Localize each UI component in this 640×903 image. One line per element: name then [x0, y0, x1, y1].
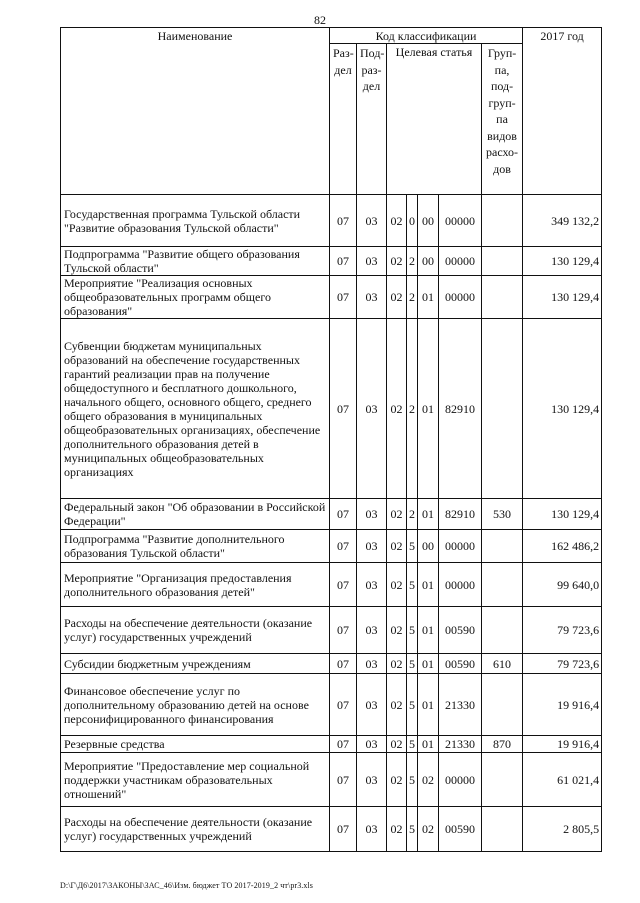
- row-name: Государственная программа Тульской области "Развитие образования Тульской области": [61, 195, 330, 247]
- row-subsection: 03: [357, 195, 387, 247]
- row-target-program: 02: [387, 607, 407, 654]
- row-amount: 162 486,2: [523, 530, 602, 563]
- row-target-subprogram: 2: [407, 276, 418, 319]
- row-expense-group: [482, 563, 523, 607]
- row-section: 07: [330, 674, 357, 736]
- row-target-event: 01: [418, 674, 439, 736]
- row-target-event: 00: [418, 195, 439, 247]
- row-target-program: 02: [387, 807, 407, 852]
- table-row: [61, 276, 602, 319]
- row-section: 07: [330, 530, 357, 563]
- row-target-subprogram: 0: [407, 195, 418, 247]
- row-target-program: 02: [387, 499, 407, 530]
- row-section: 07: [330, 247, 357, 276]
- row-target-direction: 00000: [439, 276, 482, 319]
- row-section: 07: [330, 195, 357, 247]
- header-name: Наименование: [61, 28, 330, 195]
- row-target-direction: 82910: [439, 319, 482, 499]
- row-subsection: 03: [357, 736, 387, 753]
- row-expense-group: [482, 319, 523, 499]
- header-section: Раз- дел: [330, 44, 357, 195]
- row-target-program: 02: [387, 195, 407, 247]
- row-amount: 19 916,4: [523, 674, 602, 736]
- row-name: Финансовое обеспечение услуг по дополнительному образованию детей на основе персонифицированного финансирования: [61, 674, 330, 736]
- row-amount: 2 805,5: [523, 807, 602, 852]
- table-row: [61, 247, 602, 276]
- table-row: [61, 319, 602, 499]
- row-target-subprogram: 5: [407, 674, 418, 736]
- row-target-subprogram: 2: [407, 247, 418, 276]
- row-amount: 19 916,4: [523, 736, 602, 753]
- row-name: Расходы на обеспечение деятельности (оказание услуг) государственных учреждений: [61, 607, 330, 654]
- row-section: 07: [330, 807, 357, 852]
- table-row: [61, 753, 602, 807]
- row-expense-group: [482, 674, 523, 736]
- row-target-program: 02: [387, 247, 407, 276]
- row-target-program: 02: [387, 753, 407, 807]
- row-expense-group: 610: [482, 654, 523, 674]
- row-target-event: 01: [418, 319, 439, 499]
- row-target-event: 01: [418, 607, 439, 654]
- row-expense-group: 530: [482, 499, 523, 530]
- table-row: [61, 563, 602, 607]
- row-target-subprogram: 5: [407, 607, 418, 654]
- row-target-program: 02: [387, 736, 407, 753]
- row-subsection: 03: [357, 807, 387, 852]
- row-expense-group: [482, 607, 523, 654]
- row-name: Подпрограмма "Развитие общего образования Тульской области": [61, 247, 330, 276]
- row-target-program: 02: [387, 319, 407, 499]
- row-target-direction: 00000: [439, 247, 482, 276]
- table-row: [61, 807, 602, 852]
- row-subsection: 03: [357, 276, 387, 319]
- row-target-direction: 00000: [439, 753, 482, 807]
- row-name: Мероприятие "Организация предоставления дополнительного образования детей": [61, 563, 330, 607]
- row-target-event: 01: [418, 563, 439, 607]
- row-amount: 130 129,4: [523, 247, 602, 276]
- row-target-program: 02: [387, 530, 407, 563]
- table-row: [61, 674, 602, 736]
- row-amount: 79 723,6: [523, 607, 602, 654]
- row-expense-group: [482, 807, 523, 852]
- row-subsection: 03: [357, 753, 387, 807]
- row-name: Резервные средства: [61, 736, 330, 753]
- table-row: [61, 607, 602, 654]
- row-target-subprogram: 5: [407, 563, 418, 607]
- row-target-event: 01: [418, 499, 439, 530]
- row-name: Субсидии бюджетным учреждениям: [61, 654, 330, 674]
- budget-table: [60, 27, 602, 852]
- header-year: 2017 год: [523, 28, 602, 195]
- row-subsection: 03: [357, 654, 387, 674]
- row-section: 07: [330, 563, 357, 607]
- row-expense-group: [482, 530, 523, 563]
- row-target-subprogram: 2: [407, 319, 418, 499]
- row-target-direction: 00590: [439, 807, 482, 852]
- row-target-subprogram: 5: [407, 654, 418, 674]
- row-name: Расходы на обеспечение деятельности (оказание услуг) государственных учреждений: [61, 807, 330, 852]
- row-target-subprogram: 5: [407, 736, 418, 753]
- row-target-direction: 21330: [439, 674, 482, 736]
- row-target-direction: 00590: [439, 654, 482, 674]
- row-target-event: 01: [418, 276, 439, 319]
- row-target-event: 02: [418, 753, 439, 807]
- row-target-direction: 82910: [439, 499, 482, 530]
- row-target-program: 02: [387, 674, 407, 736]
- row-target-subprogram: 5: [407, 807, 418, 852]
- row-subsection: 03: [357, 499, 387, 530]
- row-target-direction: 00000: [439, 195, 482, 247]
- header-expense-group: Груп- па, под- груп- па видов расхо- дов: [482, 44, 523, 195]
- row-name: Субвенции бюджетам муниципальных образований на обеспечение государственных гарантий реализации прав на получение общедоступного и бесплатного дошкольного, начального общего, основного общего, среднего общего образования в муниципальных общеобразовательных организациях, обеспечение дополнительного образования детей в муниципальных общеобразовательных организациях: [61, 319, 330, 499]
- row-target-direction: 00000: [439, 563, 482, 607]
- table-body: [61, 195, 602, 852]
- row-section: 07: [330, 276, 357, 319]
- header-classification-code: Код классификации: [330, 28, 523, 44]
- row-target-program: 02: [387, 276, 407, 319]
- row-amount: 349 132,2: [523, 195, 602, 247]
- row-target-program: 02: [387, 654, 407, 674]
- row-target-event: 01: [418, 736, 439, 753]
- page-number: 82: [314, 13, 326, 27]
- row-target-direction: 00000: [439, 530, 482, 563]
- row-section: 07: [330, 736, 357, 753]
- table-row: [61, 195, 602, 247]
- header-subsection: Под- раз- дел: [357, 44, 387, 195]
- row-target-event: 00: [418, 247, 439, 276]
- row-target-subprogram: 5: [407, 753, 418, 807]
- row-subsection: 03: [357, 607, 387, 654]
- row-expense-group: [482, 753, 523, 807]
- table-row: [61, 530, 602, 563]
- row-amount: 130 129,4: [523, 276, 602, 319]
- table-row: [61, 654, 602, 674]
- row-target-event: 01: [418, 654, 439, 674]
- file-path-footer: D:\Г\Д6\2017\ЗАКОНЫ\ЗАС_46\Изм. бюджет ТО 2017-2019_2 чт\pr3.xls: [60, 881, 314, 890]
- row-subsection: 03: [357, 563, 387, 607]
- row-target-event: 02: [418, 807, 439, 852]
- row-amount: 79 723,6: [523, 654, 602, 674]
- row-name: Мероприятие "Предоставление мер социальной поддержки участникам образовательных отношений": [61, 753, 330, 807]
- row-subsection: 03: [357, 530, 387, 563]
- table-row: [61, 736, 602, 753]
- row-name: Подпрограмма "Развитие дополнительного образования Тульской области": [61, 530, 330, 563]
- row-expense-group: [482, 247, 523, 276]
- row-section: 07: [330, 753, 357, 807]
- row-section: 07: [330, 654, 357, 674]
- row-amount: 130 129,4: [523, 319, 602, 499]
- row-name: Федеральный закон "Об образовании в Российской Федерации": [61, 499, 330, 530]
- row-target-subprogram: 2: [407, 499, 418, 530]
- header-target-article: Целевая статья: [387, 44, 482, 195]
- row-amount: 99 640,0: [523, 563, 602, 607]
- row-expense-group: [482, 276, 523, 319]
- row-subsection: 03: [357, 674, 387, 736]
- row-amount: 61 021,4: [523, 753, 602, 807]
- row-expense-group: 870: [482, 736, 523, 753]
- row-target-direction: 21330: [439, 736, 482, 753]
- row-section: 07: [330, 499, 357, 530]
- row-amount: 130 129,4: [523, 499, 602, 530]
- row-subsection: 03: [357, 247, 387, 276]
- row-name: Мероприятие "Реализация основных общеобразовательных программ общего образования": [61, 276, 330, 319]
- row-target-program: 02: [387, 563, 407, 607]
- row-section: 07: [330, 319, 357, 499]
- row-target-direction: 00590: [439, 607, 482, 654]
- row-target-event: 00: [418, 530, 439, 563]
- row-expense-group: [482, 195, 523, 247]
- row-target-subprogram: 5: [407, 530, 418, 563]
- row-subsection: 03: [357, 319, 387, 499]
- row-section: 07: [330, 607, 357, 654]
- table-row: [61, 499, 602, 530]
